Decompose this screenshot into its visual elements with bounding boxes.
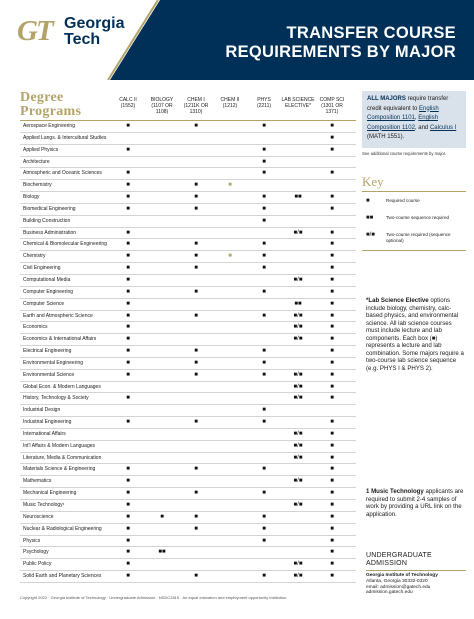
column-header-4 xyxy=(247,97,281,109)
degree-program-name: Chemical & Biomolecular Engineering xyxy=(23,241,107,248)
requirement-mark: ■ xyxy=(330,276,334,283)
admissions-divider xyxy=(366,570,466,571)
requirement-mark: ■ xyxy=(126,478,130,485)
table-row xyxy=(20,429,356,441)
requirement-mark: ■/■ xyxy=(293,312,303,319)
requirement-mark: ■ xyxy=(330,561,334,568)
degree-program-name: Business Administration xyxy=(23,229,77,236)
course-calculus-1: Calculus I xyxy=(429,124,457,131)
column-header-1 xyxy=(145,97,179,115)
table-row xyxy=(20,192,356,204)
requirement-mark: ■ xyxy=(160,513,164,520)
requirement-mark: ■ xyxy=(194,525,198,532)
requirement-mark: ■ xyxy=(330,478,334,485)
requirement-mark: ■/■ xyxy=(293,395,303,402)
requirement-mark: ■ xyxy=(126,395,130,402)
sequence-required-symbol: ■■ xyxy=(366,215,374,221)
table-row xyxy=(20,476,356,488)
table-row xyxy=(20,464,356,476)
key-label: Two-course sequence required xyxy=(386,215,450,220)
requirement-mark: ■/■ xyxy=(293,478,303,485)
all-majors-text: require transfer credit equivalent to xyxy=(367,96,449,112)
key-label: Required course xyxy=(386,198,420,203)
column-header-line-2: (1211K OR 1310) xyxy=(183,103,209,115)
copyright-footnote: Copyright 2022 · Georgia Institute of Technology · Undergraduate Admission · NSDC2815 · An equal education and employment opportunity institution xyxy=(20,595,287,600)
requirement-mark: ■ xyxy=(194,288,198,295)
requirement-mark: ■ xyxy=(126,205,130,212)
degree-program-name: Atmospheric and Oceanic Sciences xyxy=(23,170,102,177)
table-row xyxy=(20,121,356,133)
requirement-mark: ■ xyxy=(262,312,266,319)
degree-program-name: International Affairs xyxy=(23,430,66,437)
requirement-mark: ■ xyxy=(126,537,130,544)
requirement-mark: ■ xyxy=(228,253,232,260)
degree-program-name: Solid Earth and Planetary Sciences xyxy=(23,573,102,580)
table-row xyxy=(20,322,356,334)
key-item-sequence-optional xyxy=(362,232,466,246)
requirement-mark: ■ xyxy=(126,371,130,378)
requirement-mark: ■/■ xyxy=(293,573,303,580)
all-majors-text-2: (MATH 1551). xyxy=(367,134,405,140)
degree-program-name: Environmental Engineering xyxy=(23,359,84,366)
music-technology-note xyxy=(366,488,466,518)
table-row xyxy=(20,571,356,583)
column-header-line-2: (1107 OR 1108) xyxy=(151,103,173,115)
admissions-email[interactable]: email: admission@gatech.edu xyxy=(366,584,431,590)
table-row xyxy=(20,405,356,417)
requirement-mark: ■ xyxy=(330,395,334,402)
requirement-mark: ■ xyxy=(330,146,334,153)
admissions-contact xyxy=(366,552,466,596)
requirement-mark: ■ xyxy=(126,359,130,366)
requirement-mark: ■ xyxy=(126,146,130,153)
table-row xyxy=(20,488,356,500)
degree-program-name: Industrial Engineering xyxy=(23,419,72,426)
legend-key xyxy=(362,175,466,251)
column-header-line-1: CALC II xyxy=(119,97,137,103)
key-label: Two-course required (sequence optional) xyxy=(386,232,451,243)
requirement-mark: ■ xyxy=(330,490,334,497)
requirement-mark: ■ xyxy=(262,158,266,165)
degree-programs-heading xyxy=(20,91,81,119)
course-english-1101: English Composition 1101 xyxy=(367,105,439,121)
table-row xyxy=(20,168,356,180)
requirement-mark: ■ xyxy=(194,194,198,201)
column-header-line-1: PHYS xyxy=(257,97,271,103)
degree-programs-line-2: Programs xyxy=(20,104,82,119)
admissions-title-2: ADMISSION xyxy=(366,560,408,567)
requirement-mark: ■ xyxy=(330,205,334,212)
requirement-mark: ■ xyxy=(262,170,266,177)
table-row xyxy=(20,441,356,453)
course-english-1102: English Composition 1102 xyxy=(367,115,438,131)
requirement-mark: ■ xyxy=(126,300,130,307)
music-technology-lead: 1 Music Technology xyxy=(366,488,424,495)
requirement-mark: ■■ xyxy=(294,300,302,307)
column-header-3 xyxy=(213,97,247,109)
requirement-mark: ■ xyxy=(126,336,130,343)
requirement-mark: ■ xyxy=(126,182,130,189)
page-title-line-2: REQUIREMENTS BY MAJOR xyxy=(225,43,456,61)
degree-program-name: Aerospace Engineering xyxy=(23,123,75,129)
requirement-mark: ■ xyxy=(330,513,334,520)
degree-program-name: Economics xyxy=(23,324,48,331)
requirement-mark: ■ xyxy=(330,466,334,473)
degree-program-name: Computer Science xyxy=(23,300,65,307)
table-row xyxy=(20,311,356,323)
requirement-mark: ■ xyxy=(126,170,130,177)
requirement-mark: ■ xyxy=(262,253,266,260)
requirement-mark: ■/■ xyxy=(293,336,303,343)
degree-program-name: Computer Engineering xyxy=(23,288,74,295)
column-header-line-2: (1301 OR 1371) xyxy=(321,103,343,115)
table-row xyxy=(20,216,356,228)
column-header-line-2: (2211) xyxy=(256,103,272,109)
requirement-mark: ■ xyxy=(330,525,334,532)
requirement-mark: ■ xyxy=(262,371,266,378)
requirement-mark: ■ xyxy=(194,513,198,520)
requirement-mark: ■ xyxy=(194,573,198,580)
all-majors-sep-1: , xyxy=(414,115,419,121)
requirement-mark: ■/■ xyxy=(293,502,303,508)
side-panel xyxy=(362,91,466,157)
georgia-tech-logo[interactable] xyxy=(17,14,137,54)
requirement-mark: ■ xyxy=(194,466,198,473)
table-row xyxy=(20,417,356,429)
requirement-mark: ■/■ xyxy=(293,324,303,331)
degree-program-name: Applied Langs. & Intercultural Studies xyxy=(23,134,107,141)
all-majors-lead: ALL MAJORS xyxy=(367,96,406,102)
table-row xyxy=(20,382,356,394)
required-course-symbol: ■ xyxy=(366,198,370,204)
requirement-mark: ■ xyxy=(262,348,266,355)
lab-science-lead: *Lab Science Elective xyxy=(366,297,429,304)
requirement-mark: ■ xyxy=(330,383,334,390)
column-header-line-2: (1552) xyxy=(120,103,136,109)
requirement-mark: ■ xyxy=(126,324,130,331)
table-row xyxy=(20,358,356,370)
table-row xyxy=(20,334,356,346)
requirement-mark: ■/■ xyxy=(293,454,303,461)
requirement-mark: ■/■ xyxy=(293,229,303,236)
requirement-mark: ■ xyxy=(194,205,198,212)
degree-program-name: Economics & International Affairs xyxy=(23,336,97,343)
requirement-mark: ■ xyxy=(330,194,334,201)
requirement-mark: ■/■ xyxy=(293,371,303,378)
requirement-mark: ■ xyxy=(330,241,334,248)
requirement-mark: ■ xyxy=(194,371,198,378)
see-additional-note: See additional course requirements by major. xyxy=(362,150,447,156)
requirement-mark: ■ xyxy=(126,502,130,508)
requirement-mark: ■ xyxy=(262,490,266,497)
requirement-mark: ■ xyxy=(330,324,334,331)
admissions-institution: Georgia Institute of Technology xyxy=(366,573,438,578)
degree-program-name: Biomedical Engineering xyxy=(23,205,76,212)
degree-program-name: Music Technology¹ xyxy=(23,502,65,508)
requirement-mark: ■ xyxy=(262,265,266,272)
requirement-mark: ■ xyxy=(330,123,334,129)
requirement-mark: ■ xyxy=(262,525,266,532)
requirement-mark: ■ xyxy=(194,241,198,248)
requirement-mark: ■ xyxy=(330,312,334,319)
table-row xyxy=(20,299,356,311)
sequence-optional-symbol: ■/■ xyxy=(366,232,375,238)
requirement-mark: ■ xyxy=(126,419,130,426)
table-row xyxy=(20,512,356,524)
table-row xyxy=(20,204,356,216)
degree-program-name: Earth and Atmospheric Science xyxy=(23,312,93,319)
requirement-mark: ■ xyxy=(262,407,266,414)
table-row xyxy=(20,346,356,358)
all-majors-box xyxy=(362,91,466,148)
requirement-mark: ■ xyxy=(194,359,198,366)
requirement-mark: ■ xyxy=(194,419,198,426)
requirement-mark: ■ xyxy=(330,253,334,260)
degree-program-name: Neuroscience xyxy=(23,513,54,520)
table-row xyxy=(20,370,356,382)
column-header-line-1: LAB SCIENCE xyxy=(281,97,315,103)
table-row xyxy=(20,133,356,145)
requirement-mark: ■ xyxy=(330,336,334,343)
requirement-mark: ■ xyxy=(330,288,334,295)
requirement-mark: ■ xyxy=(126,229,130,236)
lab-science-text: options include biology, chemistry, calc-based physics, and environmental science. All lab science courses must include lecture and lab components. Each box (■) represents a lecture and lab combination. Some majors require a two-course lab science sequence (e.g. PHYS I & PHYS 2). xyxy=(366,297,464,372)
table-row xyxy=(20,239,356,251)
requirement-mark: ■ xyxy=(330,442,334,449)
table-row xyxy=(20,524,356,536)
requirements-table xyxy=(20,91,356,583)
key-divider xyxy=(362,250,466,251)
degree-program-name: Electrical Engineering xyxy=(23,348,72,355)
requirement-mark: ■ xyxy=(126,525,130,532)
degree-program-name: Architecture xyxy=(23,158,50,165)
admissions-address: Atlanta, Georgia 30332-0320 xyxy=(366,578,428,584)
requirement-mark: ■ xyxy=(126,312,130,319)
degree-program-name: Computational Media xyxy=(23,276,71,283)
gt-monogram: GT xyxy=(17,15,52,47)
table-row xyxy=(20,145,356,157)
requirement-mark: ■/■ xyxy=(293,561,303,568)
degree-program-name: Environmental Science xyxy=(23,371,75,378)
admissions-title-1: UNDERGRADUATE xyxy=(366,552,432,559)
table-row xyxy=(20,228,356,240)
degree-program-name: Literature, Media & Communication xyxy=(23,454,102,461)
lab-science-note xyxy=(366,297,466,372)
table-row xyxy=(20,393,356,405)
requirement-mark: ■ xyxy=(126,513,130,520)
requirement-mark: ■ xyxy=(126,276,130,283)
requirement-mark: ■■ xyxy=(158,549,166,556)
requirement-mark: ■ xyxy=(262,419,266,426)
requirement-mark: ■ xyxy=(330,454,334,461)
page-title xyxy=(186,24,456,62)
requirement-mark: ■ xyxy=(330,371,334,378)
all-majors-sep-2: , and xyxy=(414,124,430,131)
table-body xyxy=(20,121,356,583)
requirement-mark: ■ xyxy=(194,348,198,355)
degree-program-name: Int'l Affairs & Modern Languages xyxy=(23,442,96,449)
requirement-mark: ■ xyxy=(126,194,130,201)
requirement-mark: ■ xyxy=(330,573,334,580)
logo-line-2: Tech xyxy=(64,31,101,48)
requirement-mark: ■ xyxy=(194,265,198,272)
degree-program-name: Public Policy xyxy=(23,561,52,568)
logo-wordmark xyxy=(64,16,124,48)
page-title-line-1: TRANSFER COURSE xyxy=(286,24,456,42)
music-technology-text: applicants are required to submit 2-4 samples of work by providing a URL link on the application. xyxy=(366,488,464,518)
requirement-mark: ■ xyxy=(330,419,334,426)
requirement-mark: ■/■ xyxy=(293,442,303,449)
table-row xyxy=(20,251,356,263)
requirement-mark: ■ xyxy=(194,182,198,189)
degree-program-name: Nuclear & Radiological Engineering xyxy=(23,525,102,532)
requirement-mark: ■ xyxy=(262,194,266,201)
requirement-mark: ■ xyxy=(262,123,266,129)
table-row xyxy=(20,500,356,512)
requirement-mark: ■ xyxy=(126,549,130,556)
column-header-line-2: ELECTIVE* xyxy=(284,103,312,109)
requirement-mark: ■ xyxy=(194,490,198,497)
requirement-mark: ■ xyxy=(330,537,334,544)
table-header xyxy=(20,91,356,121)
logo-line-1: Georgia xyxy=(64,15,125,32)
requirement-mark: ■ xyxy=(126,123,130,129)
degree-program-name: Biochemistry xyxy=(23,182,52,189)
degree-program-name: Mechanical Engineering xyxy=(23,490,77,497)
requirement-mark: ■ xyxy=(262,217,266,224)
requirement-mark: ■/■ xyxy=(293,430,303,437)
requirement-mark: ■ xyxy=(228,182,232,189)
column-header-line-1: COMP SCI xyxy=(319,97,345,103)
requirement-mark: ■ xyxy=(262,466,266,473)
degree-program-name: Global Econ. & Modern Languages xyxy=(23,383,101,390)
key-item-sequence-required xyxy=(362,215,466,229)
requirement-mark: ■ xyxy=(330,430,334,437)
table-row xyxy=(20,263,356,275)
degree-program-name: Materials Science & Engineering xyxy=(23,466,96,473)
column-header-line-2: (1212) xyxy=(222,103,238,109)
requirement-mark: ■ xyxy=(126,573,130,580)
column-header-line-1: CHEM I xyxy=(187,97,205,103)
key-title: Key xyxy=(362,175,466,192)
degree-program-name: Industrial Design xyxy=(23,407,61,414)
degree-program-name: History, Technology & Society xyxy=(23,395,89,402)
degree-program-name: Building Construction xyxy=(23,217,71,224)
requirement-mark: ■ xyxy=(262,573,266,580)
table-row xyxy=(20,157,356,169)
requirement-mark: ■■ xyxy=(294,194,302,201)
requirement-mark: ■ xyxy=(126,288,130,295)
requirement-mark: ■/■ xyxy=(293,383,303,390)
requirement-mark: ■ xyxy=(126,241,130,248)
column-header-line-1: BIOLOGY xyxy=(150,97,174,103)
requirement-mark: ■ xyxy=(262,241,266,248)
column-header-2 xyxy=(179,97,213,115)
degree-program-name: Physics xyxy=(23,537,41,544)
requirement-mark: ■ xyxy=(262,537,266,544)
table-row xyxy=(20,453,356,465)
requirement-mark: ■ xyxy=(330,348,334,355)
requirement-mark: ■ xyxy=(262,205,266,212)
degree-program-name: Chemistry xyxy=(23,253,46,260)
requirement-mark: ■ xyxy=(126,466,130,473)
column-header-6 xyxy=(315,97,349,115)
degree-program-name: Civil Engineering xyxy=(23,265,61,272)
admissions-website[interactable]: admission.gatech.edu xyxy=(366,590,413,596)
requirement-mark: ■ xyxy=(126,490,130,497)
column-header-5 xyxy=(281,97,315,109)
table-row xyxy=(20,536,356,548)
requirement-mark: ■ xyxy=(330,359,334,366)
requirement-mark: ■ xyxy=(330,229,334,236)
requirement-mark: ■ xyxy=(126,561,130,568)
requirement-mark: ■ xyxy=(126,348,130,355)
requirement-mark: ■ xyxy=(330,549,334,556)
key-item-required xyxy=(362,198,466,212)
requirement-mark: ■ xyxy=(194,253,198,260)
requirement-mark: ■ xyxy=(194,123,198,129)
degree-program-name: Psychology xyxy=(23,549,49,556)
column-header-line-1: CHEM II xyxy=(220,97,240,103)
requirement-mark: ■ xyxy=(262,288,266,295)
requirement-mark: ■ xyxy=(262,359,266,366)
page-header xyxy=(0,0,474,80)
requirement-mark: ■ xyxy=(262,513,266,520)
requirement-mark: ■ xyxy=(330,170,334,177)
requirement-mark: ■ xyxy=(330,300,334,307)
table-row xyxy=(20,559,356,571)
degree-program-name: Applied Physics xyxy=(23,146,59,153)
requirement-mark: ■ xyxy=(126,253,130,260)
requirement-mark: ■ xyxy=(262,146,266,153)
table-row xyxy=(20,275,356,287)
requirement-mark: ■ xyxy=(126,265,130,272)
column-header-0 xyxy=(111,97,145,109)
table-row xyxy=(20,287,356,299)
requirement-mark: ■ xyxy=(194,312,198,319)
requirement-mark: ■ xyxy=(330,265,334,272)
table-row xyxy=(20,180,356,192)
requirement-mark: ■ xyxy=(330,502,334,508)
table-row xyxy=(20,547,356,559)
requirement-mark: ■/■ xyxy=(293,276,303,283)
degree-programs-line-1: Degree xyxy=(20,90,64,105)
degree-program-name: Biology xyxy=(23,194,40,201)
requirement-mark: ■ xyxy=(330,134,334,141)
degree-program-name: Mathematics xyxy=(23,478,52,485)
